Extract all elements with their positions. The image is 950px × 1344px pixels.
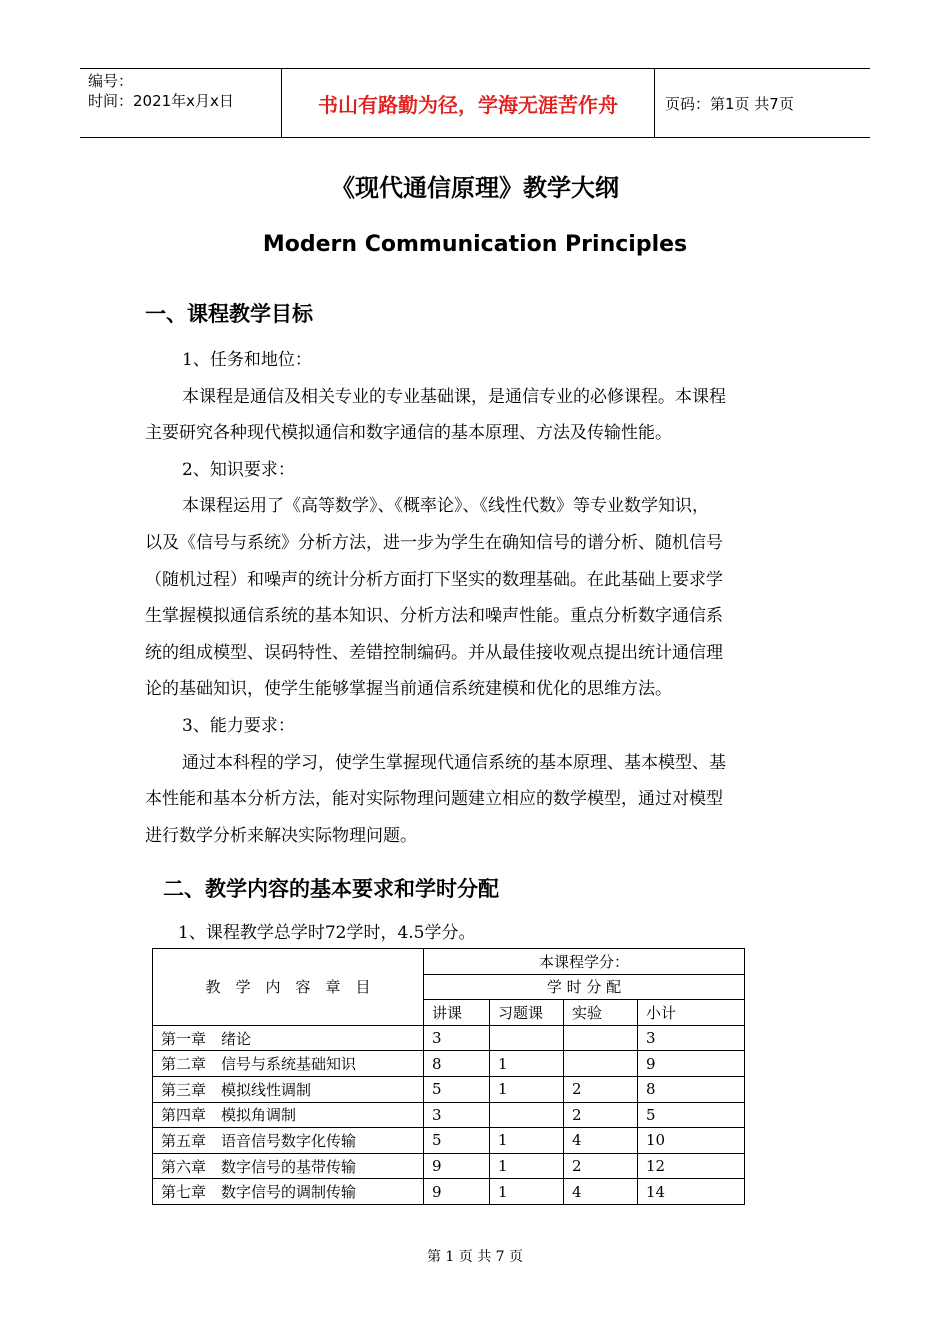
content-header-cell: 教 学 内 容 章 目: [153, 949, 424, 1026]
paragraph-line: 论的基础知识，使学生能够掌握当前通信系统建模和优化的思维方法。: [145, 679, 672, 700]
table-cell-lecture: 8: [424, 1051, 490, 1077]
table-cell-chapter: 第一章 绪论: [153, 1025, 424, 1051]
table-cell-chapter: 第六章 数字信号的基带传输: [153, 1153, 424, 1179]
table-cell-lecture: 3: [424, 1025, 490, 1051]
paragraph-line: 本课程运用了《高等数学》、《概率论》、《线性代数》等专业数学知识，: [182, 496, 709, 517]
table-cell-lab: 2: [564, 1076, 638, 1102]
paragraph-line: 主要研究各种现代模拟通信和数字通信的基本原理、方法及传输性能。: [145, 423, 672, 444]
table-cell-lab: [564, 1025, 638, 1051]
table-cell-lecture: 5: [424, 1128, 490, 1154]
paragraph-line: 进行数学分析来解决实际物理问题。: [145, 825, 417, 846]
document-time-label: 时间：2021年x月x日: [88, 92, 234, 110]
table-cell-total: 3: [638, 1025, 745, 1051]
table-cell-chapter: 第四章 模拟角调制: [153, 1102, 424, 1128]
table-cell-total: 14: [638, 1179, 745, 1205]
table-row: [153, 1051, 745, 1077]
table-cell-lecture: 3: [424, 1102, 490, 1128]
table-cell-exercise: [490, 1102, 564, 1128]
document-title-en: Modern Communication Principles: [262, 232, 688, 257]
table-cell-lab: 2: [564, 1102, 638, 1128]
paragraph-line: 以及《信号与系统》分析方法，进一步为学生在确知信号的谱分析、随机信号: [145, 532, 723, 553]
table-cell-total: 5: [638, 1102, 745, 1128]
header-meta: [88, 71, 280, 111]
paragraph-line: 统的组成模型、误码特性、差错控制编码。并从最佳接收观点提出统计通信理: [145, 642, 723, 663]
table-cell-total: 10: [638, 1128, 745, 1154]
paragraph-line: 2、知识要求：: [182, 459, 295, 480]
section-body: [145, 342, 815, 854]
table-row: [153, 1179, 745, 1205]
table-cell-lab: 2: [564, 1153, 638, 1179]
paragraph-line: （随机过程）和噪声的统计分析方面打下坚实的数理基础。在此基础上要求学: [145, 569, 723, 590]
header-divider: [281, 69, 282, 137]
table-cell-chapter: 第五章 语音信号数字化传输: [153, 1128, 424, 1154]
table-cell-exercise: 1: [490, 1128, 564, 1154]
paragraph-line: 3、能力要求：: [182, 715, 295, 736]
table-row: [153, 1153, 745, 1179]
page-header: [80, 68, 870, 138]
table-cell-exercise: 1: [490, 1153, 564, 1179]
header-motto: 书山有路勤为径，学海无涯苦作舟: [318, 92, 618, 117]
credit-header-cell: 本课程学分：: [424, 949, 745, 975]
document-title-cn: 《现代通信原理》教学大纲: [331, 173, 619, 202]
table-cell-lab: 4: [564, 1128, 638, 1154]
section-intro: 1、课程教学总学时72学时，4.5学分。: [178, 923, 476, 943]
paragraph-line: 本性能和基本分析方法，能对实际物理问题建立相应的数学模型，通过对模型: [145, 789, 723, 810]
table-cell-chapter: 第三章 模拟线性调制: [153, 1076, 424, 1102]
page-footer: 第 1 页 共 7 页: [426, 1249, 524, 1265]
table-cell-total: 9: [638, 1051, 745, 1077]
hours-table: [152, 948, 745, 1205]
document-number-label: 编号：: [88, 72, 134, 90]
table-cell-total: 8: [638, 1076, 745, 1102]
header-divider: [654, 69, 655, 137]
table-row: [153, 1102, 745, 1128]
table-cell-lab: [564, 1051, 638, 1077]
table-cell-lecture: 5: [424, 1076, 490, 1102]
table-cell-exercise: [490, 1025, 564, 1051]
table-cell-exercise: 1: [490, 1179, 564, 1205]
table-cell-chapter: 第七章 数字信号的调制传输: [153, 1179, 424, 1205]
column-header: 实验: [564, 1000, 638, 1026]
table-cell-chapter: 第二章 信号与系统基础知识: [153, 1051, 424, 1077]
hours-header-cell: 学 时 分 配: [424, 974, 745, 1000]
table-row: [153, 1128, 745, 1154]
header-page-info: 页码：第1页 共7页: [665, 94, 794, 113]
table-cell-exercise: 1: [490, 1051, 564, 1077]
table-cell-lecture: 9: [424, 1153, 490, 1179]
table-row: [153, 1076, 745, 1102]
table-cell-exercise: 1: [490, 1076, 564, 1102]
table-cell-total: 12: [638, 1153, 745, 1179]
column-header: 小计: [638, 1000, 745, 1026]
paragraph-line: 通过本科程的学习，使学生掌握现代通信系统的基本原理、基本模型、基: [182, 752, 726, 773]
table-row: [153, 1025, 745, 1051]
table-cell-lecture: 9: [424, 1179, 490, 1205]
table-cell-lab: 4: [564, 1179, 638, 1205]
paragraph-line: 生掌握模拟通信系统的基本知识、分析方法和噪声性能。重点分析数字通信系: [145, 606, 723, 627]
column-header: 讲课: [424, 1000, 490, 1026]
column-header: 习题课: [490, 1000, 564, 1026]
section-heading: 二、教学内容的基本要求和学时分配: [163, 877, 499, 901]
paragraph-line: 1、任务和地位：: [182, 350, 312, 370]
section-heading: 一、课程教学目标: [145, 302, 313, 326]
paragraph-line: 本课程是通信及相关专业的专业基础课，是通信专业的必修课程。本课程: [182, 386, 726, 407]
